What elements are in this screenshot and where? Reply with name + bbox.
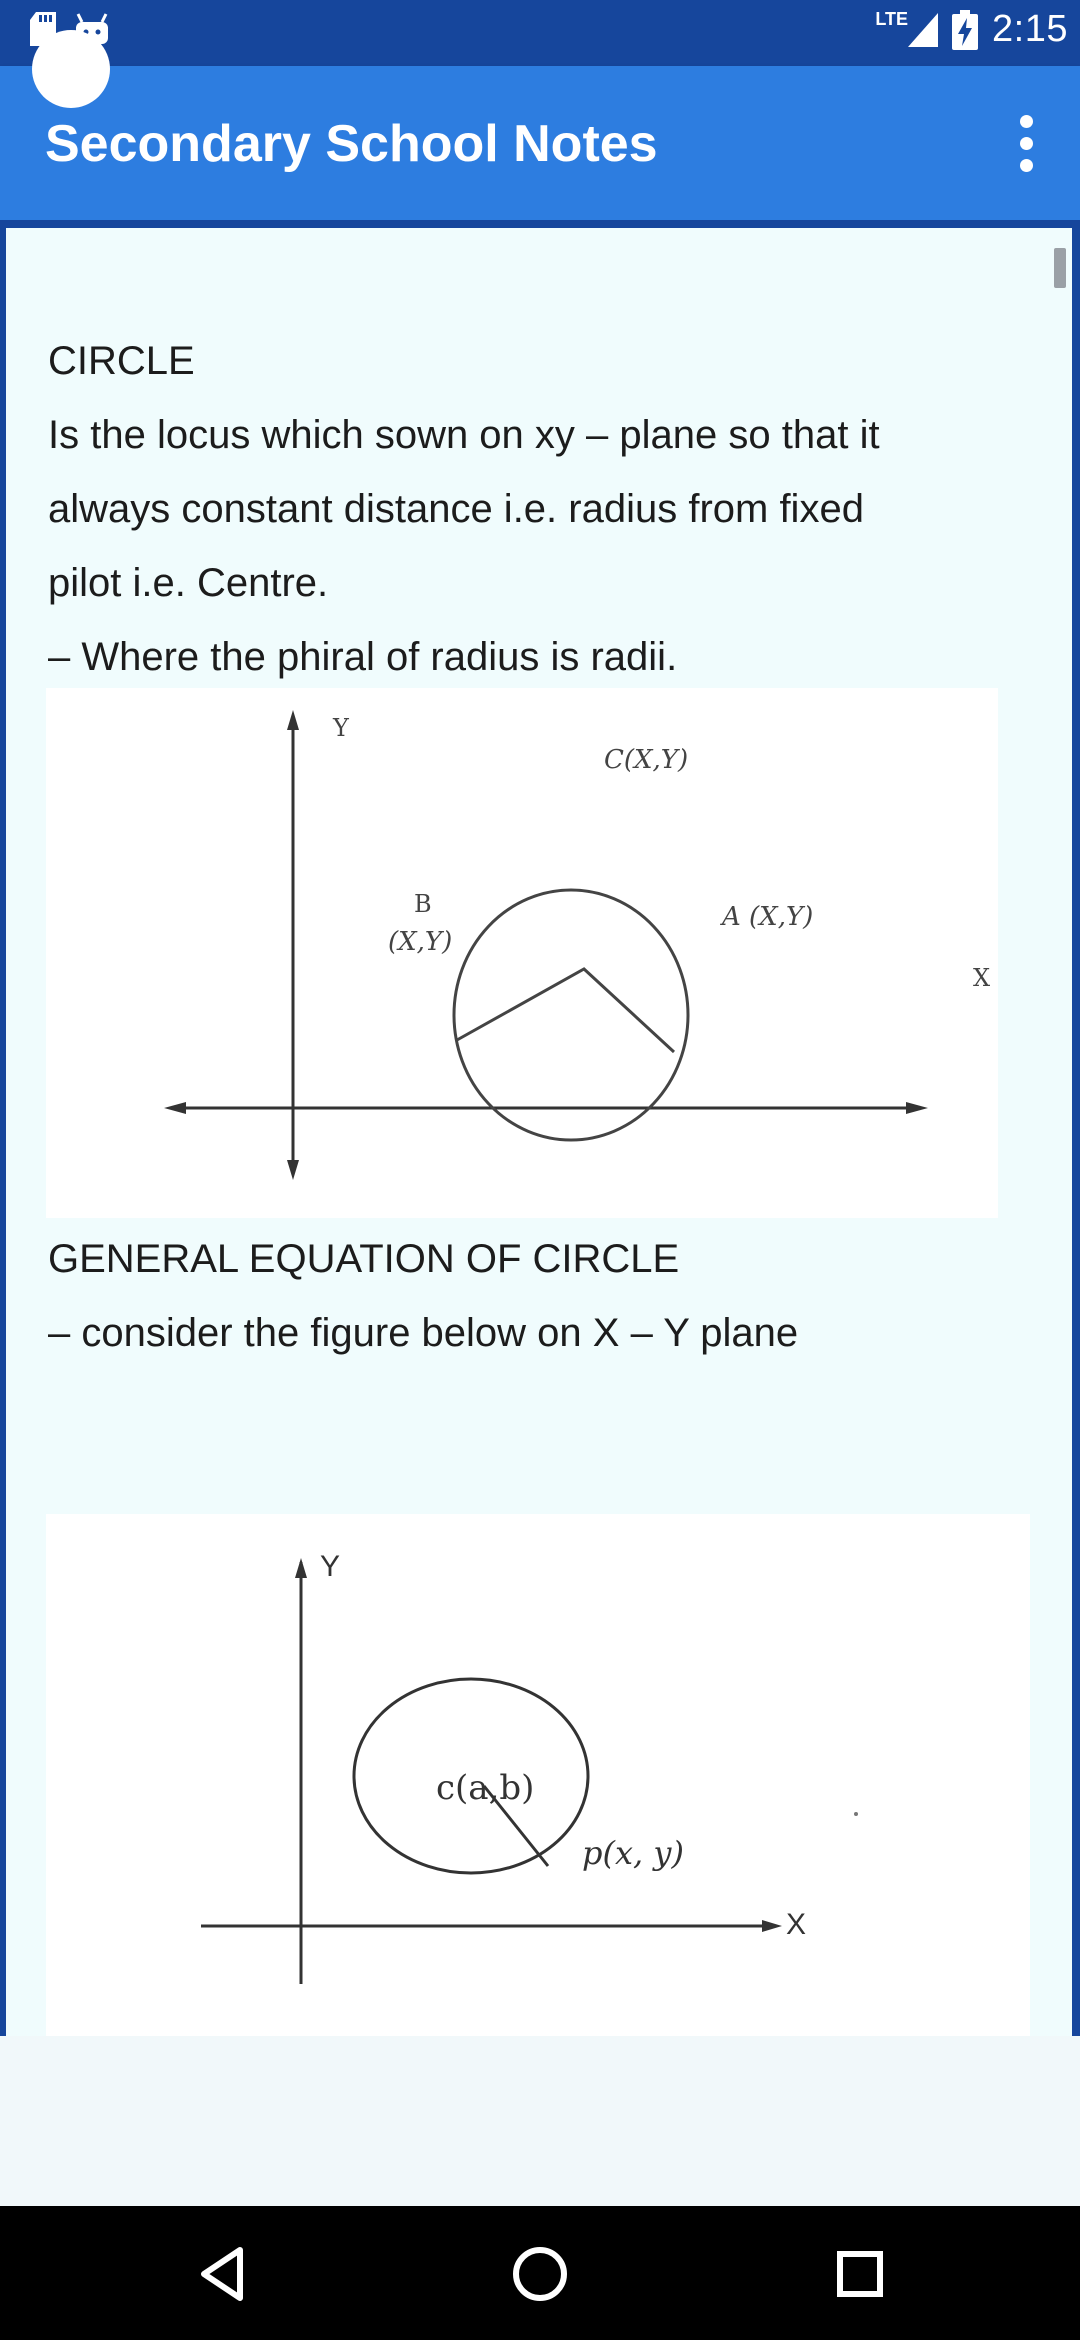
network-type-label: LTE	[875, 9, 909, 29]
signal-icon	[908, 13, 938, 47]
navigation-bar	[0, 2206, 1080, 2340]
x-axis-arrow-right	[906, 1102, 928, 1114]
more-vert-icon[interactable]	[996, 108, 1056, 178]
definition-line-3: pilot i.e. Centre.	[48, 561, 329, 605]
general-line-1: – consider the figure below on X – Y plane	[48, 1311, 799, 1355]
circle-shape	[454, 890, 688, 1140]
fig2-y-label: Y	[320, 1550, 341, 1583]
battery-charging-icon	[952, 10, 978, 50]
general-circle-diagram	[46, 1514, 1030, 2036]
article-content[interactable]	[6, 228, 1072, 2036]
fig2-y-arrow	[295, 1558, 307, 1578]
definition-line-1: Is the locus which sown on xy – plane so that it	[48, 413, 880, 457]
fig1-a-label: A (X,Y)	[722, 902, 814, 932]
fig2-x-arrow	[762, 1920, 782, 1932]
fig1-c-label: C(X,Y)	[604, 745, 689, 775]
fig2-point-label: p(x, y)	[582, 1834, 684, 1872]
fig2-x-label: X	[786, 1908, 807, 1941]
webview-frame	[0, 220, 1080, 2036]
y-axis-arrow-down	[287, 1160, 299, 1180]
floating-dot[interactable]	[32, 30, 110, 108]
fig1-b-label: B	[414, 890, 432, 918]
status-right-icons	[875, 8, 1068, 51]
scrollbar[interactable]	[1054, 248, 1066, 288]
definition-line-2: always constant distance i.e. radius from fixed	[48, 487, 864, 531]
fig1-x-label: X	[973, 964, 991, 992]
bottom-empty-area	[0, 2036, 1080, 2206]
clock: 2:15	[992, 8, 1068, 50]
fig1-b-coord: (X,Y)	[388, 927, 453, 957]
circle-figure	[46, 688, 998, 1218]
recents-square-icon[interactable]	[824, 2238, 896, 2310]
x-axis-arrow-left	[164, 1102, 186, 1114]
heading-general-equation: GENERAL EQUATION OF CIRCLE	[48, 1237, 680, 1281]
circle-diagram	[46, 688, 998, 1218]
fig1-y-label: Y	[333, 714, 349, 742]
app-title: Secondary School Notes	[45, 115, 658, 173]
status-bar	[0, 0, 1080, 66]
definition-line-4: – Where the phiral of radius is radii.	[48, 635, 678, 679]
app-bar	[0, 66, 1080, 220]
y-axis-arrow-up	[287, 710, 299, 730]
fig2-speck	[854, 1812, 858, 1816]
home-circle-icon[interactable]	[504, 2238, 576, 2310]
general-equation-figure	[46, 1514, 1030, 2036]
back-triangle-icon[interactable]	[186, 2238, 258, 2310]
fig2-center-label: c(a,b)	[436, 1768, 535, 1808]
radii-lines	[457, 969, 674, 1052]
heading-circle: CIRCLE	[48, 339, 195, 383]
